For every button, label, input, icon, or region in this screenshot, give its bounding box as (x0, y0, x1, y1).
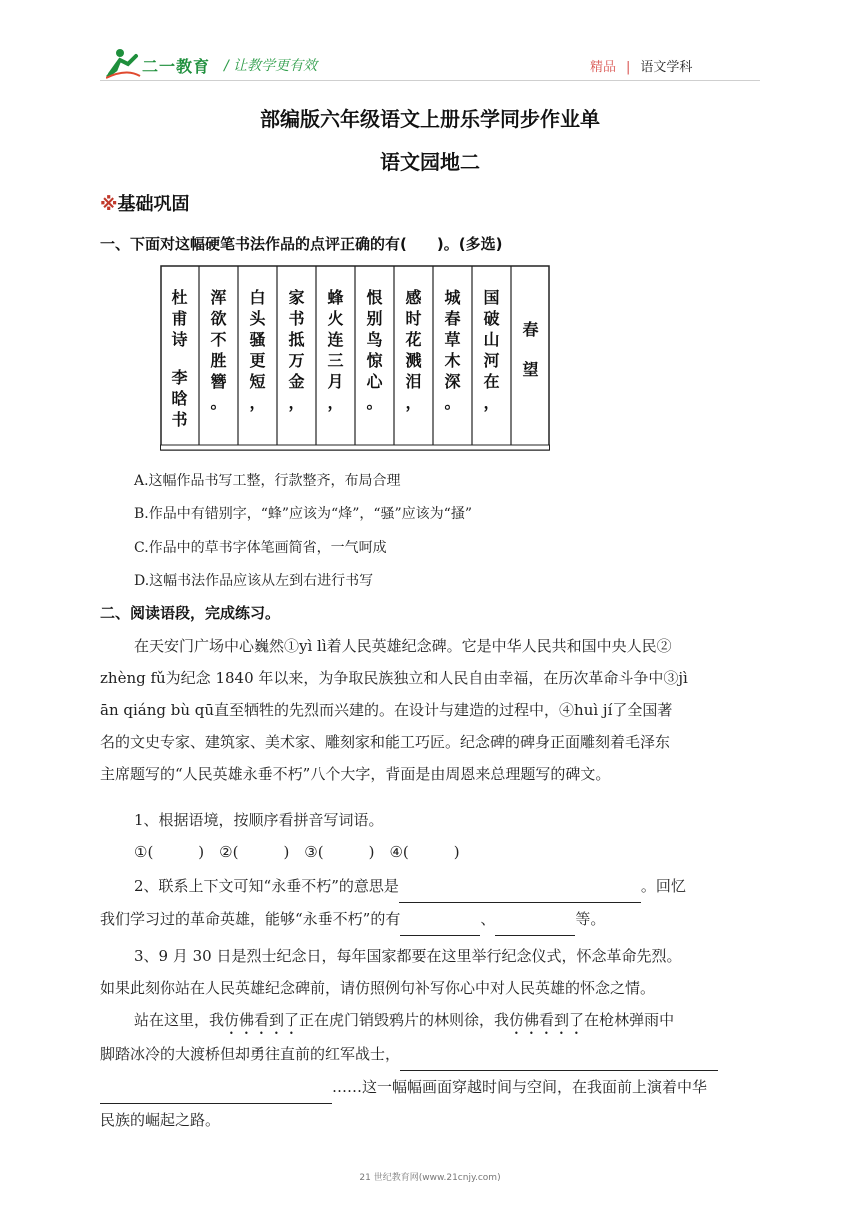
calligraphy-char: 月 (327, 372, 344, 391)
example-line-2 (100, 1038, 762, 1071)
footer-source: 21 世纪教育网(www.21cnjy.com) (359, 1173, 501, 1183)
calligraphy-char: 胜 (210, 351, 227, 370)
calligraphy-char: 在 (483, 372, 500, 391)
sub-question-3-line1: 3、9 月 30 日是烈士纪念日，每年国家都要在这里举行纪念仪式，怀念革命先烈。 (134, 947, 682, 965)
calligraphy-char: 城 (444, 288, 461, 307)
calligraphy-char: 家 (288, 288, 305, 307)
calligraphy-char: 连 (327, 330, 344, 349)
option-b: B.作品中有错别字，“蜂”应该为“烽”，“骚”应该为“搔” (134, 506, 472, 522)
slogan: / 让教学更有效 (224, 58, 318, 74)
sub-question-2-tail: 。回忆 (640, 877, 686, 895)
passage-line: zhèng fǔ为纪念 1840 年以来，为争取民族独立和人民自由幸福，在历次革命斗争中③jì (100, 669, 688, 687)
option-c: C.作品中的草书字体笔画简省，一气呵成 (134, 540, 387, 556)
example-line-4: 民族的崛起之路。 (100, 1111, 221, 1129)
example-line-3 (100, 1071, 762, 1104)
calligraphy-char: 簪 (210, 372, 227, 391)
calligraphy-char: 书 (171, 409, 188, 429)
calligraphy-char: ， (405, 393, 422, 412)
section-heading (100, 190, 190, 216)
example-text: 在枪林弹雨中 (584, 1011, 675, 1029)
option-d: D.这幅书法作品应该从左到右进行书写 (134, 573, 374, 589)
calligraphy-char: 国 (483, 288, 500, 307)
sub-question-2-text2: 我们学习过的革命英雄，能够“永垂不朽”的有 (100, 910, 401, 928)
sub-question-2-end: 等。 (575, 910, 606, 928)
calligraphy-char: 河 (483, 351, 500, 370)
answer-blank[interactable] (400, 903, 480, 936)
sub-question-1 (100, 804, 762, 868)
header-divider (100, 80, 760, 81)
calligraphy-column (249, 288, 266, 413)
calligraphy-char: 书 (288, 309, 305, 328)
answer-blanks[interactable]: ①( ) ②( ) ③( ) ④( ) (134, 843, 460, 861)
calligraphy-char: 泪 (405, 372, 422, 391)
calligraphy-char: 心 (366, 372, 383, 391)
calligraphy-char: 不 (210, 330, 227, 349)
question-1-prompt: 一、下面对这幅硬笔书法作品的点评正确的有( )。(多选) (100, 235, 503, 253)
calligraphy-char: 深 (444, 372, 461, 391)
emphasized-text: 仿佛看到了 (224, 1011, 300, 1029)
calligraphy-char: 杜 (171, 288, 188, 307)
section-mark: ※ (100, 194, 118, 215)
sub-question-2-text: 2、联系上下文可知“永垂不朽”的意思是 (134, 877, 399, 895)
logo-text: 二一教育 (142, 57, 211, 76)
calligraphy-char: 花 (405, 330, 422, 349)
calligraphy-char: 山 (483, 330, 500, 349)
calligraphy-char: 鸟 (366, 330, 383, 349)
calligraphy-char: 欲 (210, 309, 227, 328)
calligraphy-char: 恨 (366, 288, 383, 307)
calligraphy-char: ， (327, 393, 344, 412)
calligraphy-char: 感 (405, 288, 422, 307)
calligraphy-char: 三 (327, 351, 344, 370)
passage-line: 名的文史专家、建筑家、美术家、雕刻家和能工巧匠。纪念碑的碑身正面雕刻着毛泽东 (100, 733, 671, 751)
subject-label: 语文学科 (640, 60, 693, 75)
calligraphy-char: 时 (405, 309, 422, 328)
reading-passage (100, 630, 762, 790)
calligraphy-char: 浑 (210, 288, 227, 307)
calligraphy-char: 金 (288, 372, 305, 391)
answer-blank[interactable] (399, 870, 641, 903)
calligraphy-char: 。 (366, 393, 383, 412)
calligraphy-char: 李 (171, 367, 188, 387)
calligraphy-char: 。 (444, 393, 461, 412)
calligraphy-char: ， (288, 393, 305, 412)
page-title: 部编版六年级语文上册乐学同步作业单 (260, 107, 600, 131)
page-subtitle: 语文园地二 (380, 150, 480, 174)
example-text: 脚踏冰冷的大渡桥但却勇往直前的红军战士， (100, 1045, 401, 1063)
calligraphy-char: ， (249, 393, 266, 412)
sub-question-3 (100, 940, 762, 1136)
calligraphy-char: 破 (483, 309, 500, 328)
calligraphy-char: 晗 (171, 388, 188, 408)
example-text: 正在虎门销毁鸦片的林则徐，我 (299, 1011, 510, 1029)
separator-mark: 、 (480, 910, 496, 928)
sub-question-2-line2 (100, 903, 762, 936)
question-2-prompt: 二、阅读语段，完成练习。 (100, 604, 281, 622)
sub-question-2 (100, 870, 762, 936)
calligraphy-char: 春 (522, 320, 539, 339)
calligraphy-char: 蜂 (327, 288, 344, 307)
example-text: ……这一幅幅画面穿越时间与空间，在我面前上演着中华 (332, 1078, 708, 1096)
quality-label: 精品 (590, 60, 617, 75)
calligraphy-char: 。 (210, 393, 227, 412)
calligraphy-column (288, 288, 305, 413)
sub-question-1-text: 1、根据语境，按顺序看拼音写词语。 (134, 811, 384, 829)
calligraphy-char: 诗 (171, 330, 188, 349)
calligraphy-char: 草 (444, 330, 461, 349)
header-separator: | (626, 60, 631, 75)
calligraphy-char: 望 (522, 360, 539, 379)
calligraphy-char: 抵 (288, 330, 305, 349)
calligraphy-char: 惊 (366, 351, 383, 370)
passage-line: 主席题写的“人民英雄永垂不朽”八个大字，背面是由周恩来总理题写的碑文。 (100, 765, 611, 783)
header-right (590, 56, 692, 75)
calligraphy-char: 别 (366, 309, 383, 328)
calligraphy-char: 更 (249, 351, 266, 370)
calligraphy-image (160, 265, 550, 451)
calligraphy-char: 短 (249, 372, 266, 391)
calligraphy-char: 万 (288, 351, 305, 370)
calligraphy-char: 春 (444, 309, 461, 328)
emphasized-text: 仿佛看到了 (509, 1011, 585, 1029)
option-a: A.这幅作品书写工整，行款整齐，布局合理 (134, 473, 401, 489)
calligraphy-char: ， (483, 393, 500, 412)
calligraphy-char: 火 (327, 309, 344, 328)
sub-question-2-line1 (100, 870, 762, 903)
passage-line: 在天安门广场中心巍然①yì lì着人民英雄纪念碑。它是中华人民共和国中央人民② (134, 637, 672, 655)
answer-blank[interactable] (100, 1071, 332, 1104)
calligraphy-column (483, 288, 499, 413)
answer-blank[interactable] (400, 1038, 718, 1071)
section-label: 基础巩固 (117, 194, 190, 215)
calligraphy-char: 白 (249, 288, 266, 307)
calligraphy-char: 溅 (405, 351, 422, 370)
sub-question-3-line2: 如果此刻你站在人民英雄纪念碑前，请仿照例句补写你心中对人民英雄的怀念之情。 (100, 979, 656, 997)
answer-blank[interactable] (495, 903, 575, 936)
calligraphy-char: 木 (444, 351, 461, 370)
calligraphy-char: 骚 (249, 330, 266, 349)
passage-line: ān qiáng bù qū直至牺牲的先烈而兴建的。在设计与建造的过程中，④huì jí了全国著 (100, 701, 673, 719)
calligraphy-char: 头 (249, 309, 266, 328)
example-sentence (100, 1004, 762, 1038)
example-text: 站在这里，我 (134, 1011, 225, 1029)
calligraphy-char: 甫 (171, 309, 188, 328)
calligraphy-column (327, 288, 343, 413)
calligraphy-column (404, 288, 421, 413)
